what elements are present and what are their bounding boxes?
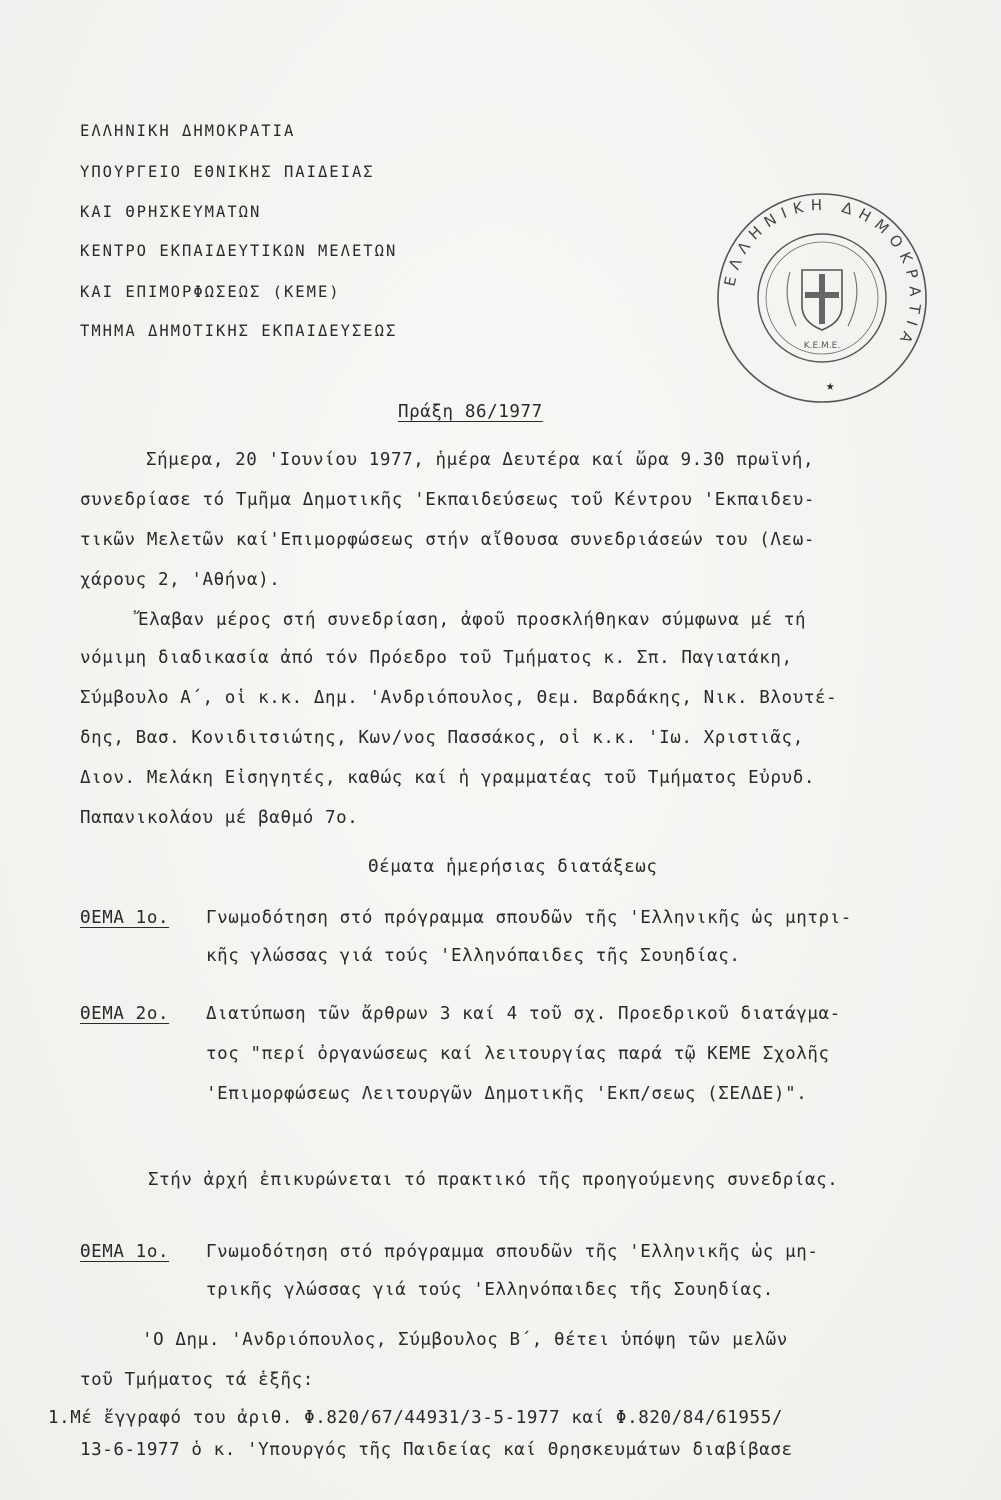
- agenda-item-1-line-2: κῆς γλώσσας γιά τούς 'Ελληνόπαιδες τῆς Σουηδίας.: [206, 946, 741, 966]
- stamp-outer-text: ΕΛΛΗΝΙΚΗ ΔΗΜΟΚΡΑΤΙΑ: [720, 195, 925, 353]
- p1-line-2: συνεδρίασε τό Τμῆμα Δημοτικῆς 'Εκπαιδεύσεως τοῦ Κέντρου 'Εκπαιδευ-: [80, 490, 815, 510]
- p3-line-1: 'Ο Δημ. 'Ανδριόπουλος, Σύμβουλος Β΄, θέτει ὑπόψη τῶν μελῶν: [142, 1330, 788, 1350]
- theme1-repeat-line-1: Γνωμοδότηση στό πρόγραμμα σπουδῶν τῆς 'Ελληνικῆς ὡς μη-: [206, 1242, 819, 1262]
- p2-line-5: Διον. Μελάκη Εἰσηγητές, καθώς καί ἡ γραμματέας τοῦ Τμήματος Εὐρυδ.: [80, 768, 815, 788]
- theme1-repeat-label: ΘΕΜΑ 1ο.: [80, 1242, 170, 1262]
- p2-line-2: νόμιμη διαδικασία ἀπό τόν Πρόεδρο τοῦ Τμήματος κ. Σπ. Παγιατάκη,: [80, 648, 793, 668]
- document-title: Πράξη 86/1977: [398, 402, 543, 422]
- p2-line-4: δης, Βασ. Κονιδιτσιώτης, Κων/νος Πασσάκος, οἱ κ.κ. 'Ιω. Χριστιᾶς,: [80, 728, 804, 748]
- item1-line-2: 13-6-1977 ὁ κ. 'Υπουργός τῆς Παιδείας καί Θρησκευμάτων διαβίβασε: [80, 1440, 793, 1460]
- p2-line-3: Σύμβουλο Α΄, οἱ κ.κ. Δημ. 'Ανδριόπουλος, Θεμ. Βαρδάκης, Νικ. Βλουτέ-: [80, 688, 838, 708]
- item1-line-1: 1.Μέ ἔγγραφό του ἀριθ. Φ.820/67/44931/3-5-1977 καί Φ.820/84/61955/: [48, 1408, 783, 1428]
- agenda-heading: Θέματα ἡμερήσιας διατάξεως: [368, 857, 658, 877]
- agenda-item-2-line-1: Διατύπωση τῶν ἄρθρων 3 καί 4 τοῦ σχ. Προεδρικοῦ διατάγμα-: [206, 1004, 841, 1024]
- star-mark: ★: [826, 378, 835, 394]
- p1-line-3: τικῶν Μελετῶν καί'Επιμορφώσεως στήν αἴθουσα συνεδριάσεών του (Λεω-: [80, 530, 815, 550]
- theme1-repeat-line-2: τρικῆς γλώσσας γιά τούς 'Ελληνόπαιδες τῆς Σουηδίας.: [206, 1280, 774, 1300]
- svg-text:ΕΛΛΗΝΙΚΗ ΔΗΜΟΚΡΑΤΙΑ: [721, 196, 925, 352]
- agenda-item-1-line-1: Γνωμοδότηση στό πρόγραμμα σπουδῶν τῆς 'Ελληνικῆς ὡς μητρι-: [206, 908, 852, 928]
- header-line-2: ΥΠΟΥΡΓΕΙΟ ΕΘΝΙΚΗΣ ΠΑΙΔΕΙΑΣ: [80, 163, 375, 181]
- p2-line-6: Παπανικολάου μέ βαθμό 7ο.: [80, 808, 359, 828]
- header-line-1: ΕΛΛΗΝΙΚΗ ΔΗΜΟΚΡΑΤΙΑ: [80, 122, 296, 140]
- agenda-item-2-line-2: τος "περί ὀργανώσεως καί λειτουργίας παρά τῷ ΚΕΜΕ Σχολῆς: [206, 1044, 830, 1064]
- stamp-bottom-text: Κ.Ε.Μ.Ε.: [803, 341, 841, 351]
- official-seal-stamp: [712, 188, 932, 408]
- p2-line-1: Ἔλαβαν μέρος στή συνεδρίαση, ἀφοῦ προσκλήθηκαν σύμφωνα μέ τή: [138, 610, 807, 630]
- p3-line-2: τοῦ Τμήματος τά ἑξῆς:: [80, 1370, 314, 1390]
- agenda-item-1-label: ΘΕΜΑ 1ο.: [80, 908, 170, 928]
- ratification-text: Στήν ἀρχή ἐπικυρώνεται τό πρακτικό τῆς προηγούμενης συνεδρίας.: [148, 1170, 839, 1190]
- header-line-3: ΚΑΙ ΘΡΗΣΚΕΥΜΑΤΩΝ: [80, 203, 262, 221]
- header-line-6: ΤΜΗΜΑ ΔΗΜΟΤΙΚΗΣ ΕΚΠΑΙΔΕΥΣΕΩΣ: [80, 322, 398, 340]
- p1-line-4: χάρους 2, 'Αθήνα).: [80, 570, 281, 590]
- header-line-4: ΚΕΝΤΡΟ ΕΚΠΑΙΔΕΥΤΙΚΩΝ ΜΕΛΕΤΩΝ: [80, 242, 398, 260]
- agenda-item-2-label: ΘΕΜΑ 2ο.: [80, 1004, 170, 1024]
- header-line-5: ΚΑΙ ΕΠΙΜΟΡΦΩΣΕΩΣ (ΚΕΜΕ): [80, 283, 341, 301]
- agenda-item-2-line-3: 'Επιμορφώσεως Λειτουργῶν Δημοτικῆς 'Εκπ/σεως (ΣΕΛΔΕ)".: [206, 1084, 808, 1104]
- p1-line-1: Σήμερα, 20 'Ιουνίου 1977, ἡμέρα Δευτέρα καί ὥρα 9.30 πρωϊνή,: [146, 450, 815, 470]
